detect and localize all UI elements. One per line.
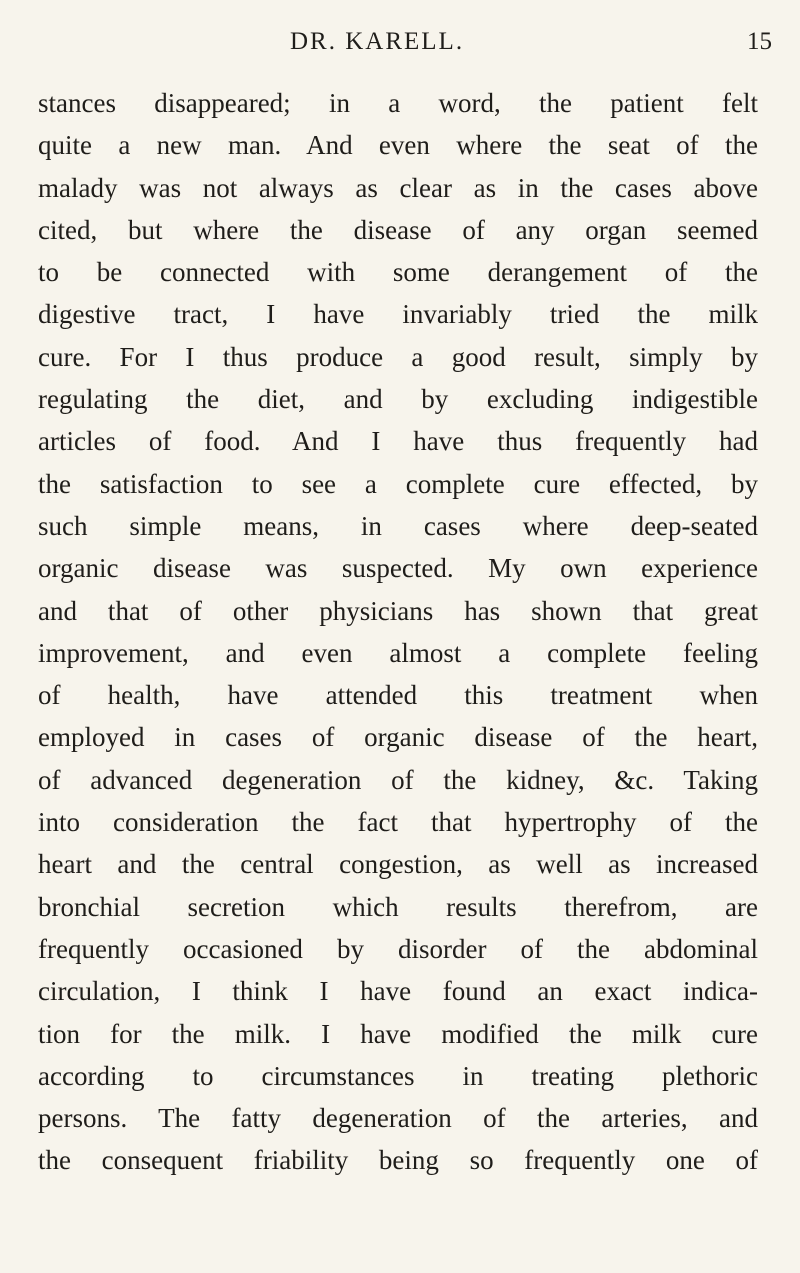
text-line: cure. For I thus produce a good result, simply by xyxy=(38,341,758,372)
text-line: cited, but where the disease of any organ seemed xyxy=(38,214,758,245)
text-line: frequently occasioned by disorder of the abdominal xyxy=(38,933,758,964)
text-line: regulating the diet, and by excluding indigestible xyxy=(38,384,758,415)
text-line: into consideration the fact that hypertrophy of the xyxy=(38,807,758,838)
text-line: and that of other physicians has shown that great xyxy=(38,595,758,626)
running-head-title: DR. KARELL. xyxy=(290,28,465,55)
text-line: bronchial secretion which results therefrom, are xyxy=(38,891,758,922)
text-line: employed in cases of organic disease of the heart, xyxy=(38,722,758,753)
text-line: malady was not always as clear as in the cases above xyxy=(38,172,758,203)
text-line: such simple means, in cases where deep-seated xyxy=(38,510,758,541)
running-header xyxy=(0,20,800,60)
text-line: stances disappeared; in a word, the patient felt xyxy=(38,88,758,118)
text-line: circulation, I think I have found an exact indica- xyxy=(38,976,758,1007)
body-paragraph xyxy=(38,82,758,1182)
page-number: 15 xyxy=(747,28,772,55)
text-line: of health, have attended this treatment when xyxy=(38,680,758,711)
text-line: digestive tract, I have invariably tried the milk xyxy=(38,299,758,330)
text-line: persons. The fatty degeneration of the arteries, and xyxy=(38,1103,758,1134)
text-line: heart and the central congestion, as well as increased xyxy=(38,849,758,880)
text-line: the satisfaction to see a complete cure effected, by xyxy=(38,468,758,499)
text-line: to be connected with some derangement of the xyxy=(38,257,758,288)
text-line: of advanced degeneration of the kidney, &c. Taking xyxy=(38,764,758,795)
text-line: tion for the milk. I have modified the milk cure xyxy=(38,1018,758,1049)
text-line: the consequent friability being so frequently one of xyxy=(38,1145,758,1176)
text-line: organic disease was suspected. My own experience xyxy=(38,553,758,584)
text-line: articles of food. And I have thus frequently had xyxy=(38,426,758,457)
text-line: quite a new man. And even where the seat of the xyxy=(38,130,758,161)
text-line: improvement, and even almost a complete feeling xyxy=(38,637,758,668)
text-line: according to circumstances in treating plethoric xyxy=(38,1060,758,1091)
